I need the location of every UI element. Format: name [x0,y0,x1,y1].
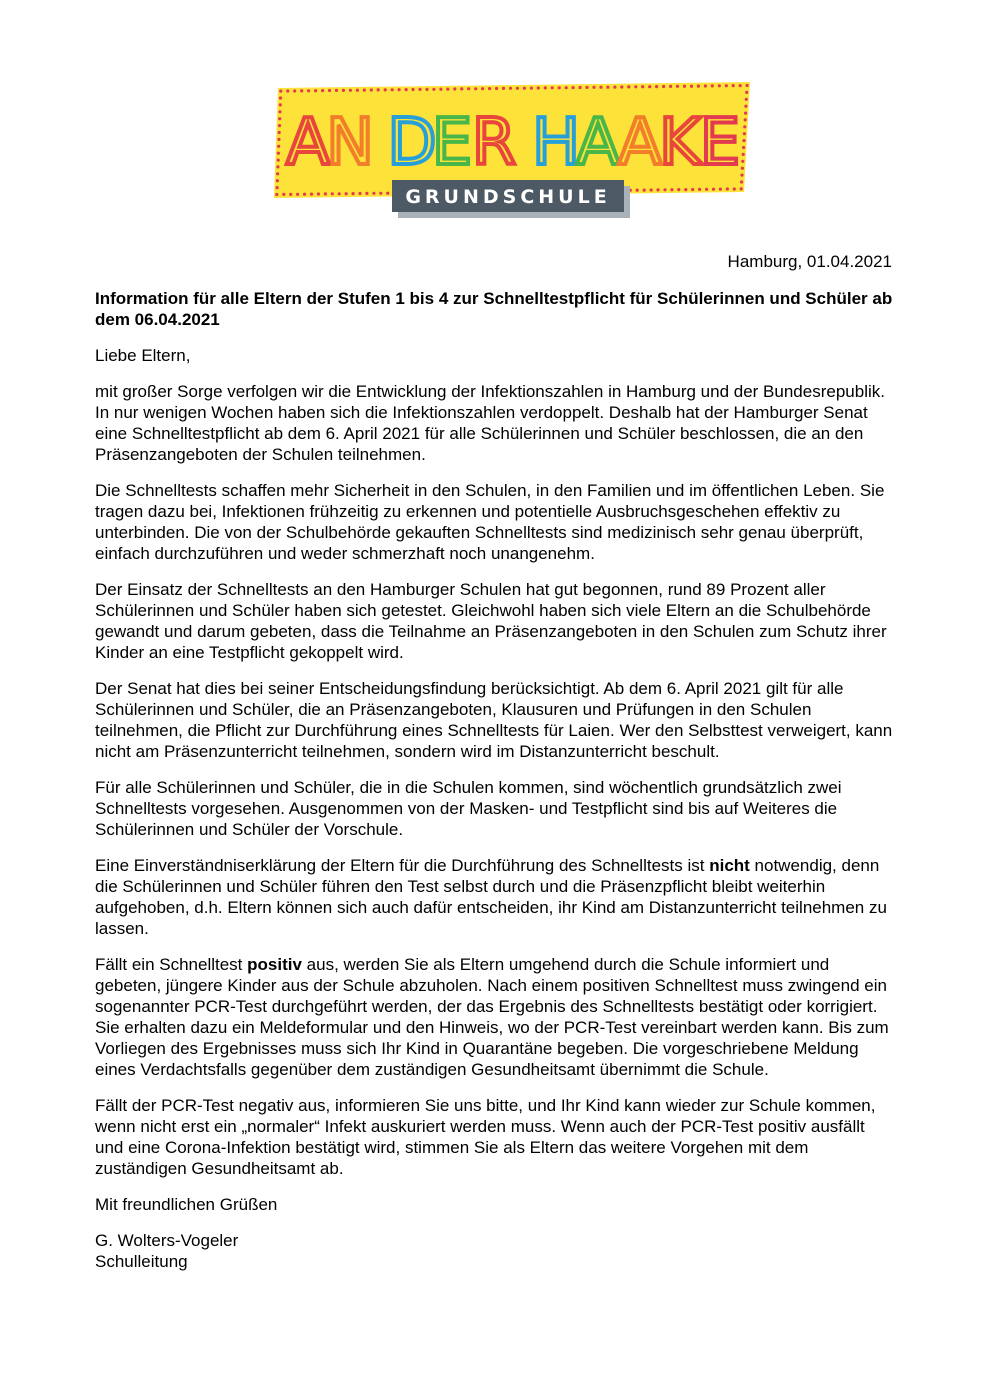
logo-dot [740,187,743,190]
logo-dot [742,146,745,149]
logo-dot [732,84,735,87]
logo-dot [523,87,526,90]
logo-dot [565,86,568,89]
logo-dot [744,105,747,108]
logo-letter: H [531,106,581,180]
logo-dot [439,88,442,91]
logo-dot [358,192,361,195]
logo-dot [502,87,505,90]
logo-dot [278,131,281,134]
signature-block [95,1230,895,1272]
logo-dot [276,179,279,182]
logo-dot [277,145,280,148]
logo-dot [636,189,639,192]
logo-dot [342,89,345,92]
logo-dot [356,89,359,92]
logo-dot [742,153,745,156]
logo-dot [391,88,394,91]
logo-dot [432,88,435,91]
logo-dot [418,88,421,91]
logo-dot [279,96,282,99]
logo-dot [726,187,729,190]
school-logo [270,80,760,220]
logo-dot [733,187,736,190]
logo-dot [676,85,679,88]
logo-dot [634,85,637,88]
logo-dot [279,103,282,106]
logo-dot [488,87,491,90]
logo-dot [718,84,721,87]
paragraph-6 [95,855,895,939]
letter-body [95,288,895,1272]
logo-dot [690,85,693,88]
logo-dot [278,117,281,120]
logo-dot [677,188,680,191]
logo-dot [551,86,554,89]
letter-subject: Information für alle Eltern der Stufen 1 bis 4 zur Schnelltestpflicht für Schülerinnen und Schüler ab dem 06.04.2021 [95,289,893,329]
logo-letter: A [576,106,620,180]
logo-dot [460,87,463,90]
logo-dot [719,188,722,191]
logo-dot [740,180,743,183]
logo-dot [691,188,694,191]
logo-dot [276,186,279,189]
logo-dot [516,87,519,90]
logo-dot [739,84,742,87]
paragraph-2: Die Schnelltests schaffen mehr Sicherheit in den Schulen, in den Familien und im öffentlichen Leben. Sie tragen dazu bei, Infektionen frühzeitig zu erkennen und potentielle Ausbruchsgeschehen effektiv zu unterbinden. Die von der Schulbehörde gekauften Schnelltests sind medizinisch sehr genau überprüft, einfach durchzuführen und weder schmerzhaft noch unangenehm. [95,481,885,563]
logo-dot [745,98,748,101]
logo-dot [744,118,747,121]
logo-dot [370,88,373,91]
logo-dot [572,86,575,89]
logo-dot [669,85,672,88]
logo-dot [655,85,658,88]
logo-dot [743,132,746,135]
logo-dot [324,192,327,195]
logo-dot [711,84,714,87]
logo-dot [743,125,746,128]
logo-letter: A [286,106,330,180]
logo-dot [698,188,701,191]
logo-dot [741,160,744,163]
paragraph-7 [95,954,895,1080]
logo-dot [662,85,665,88]
logo-dot [277,152,280,155]
logo-dot [345,192,348,195]
logo-dot [592,86,595,89]
logo-dot [641,85,644,88]
logo-dot [530,87,533,90]
logo-dot [363,89,366,92]
logo-letter: E [699,106,741,180]
paragraph-6-text-after: notwendig, denn die Schülerinnen und Schüler führen den Test selbst durch und die Präsenzpflicht bleibt weiterhin aufgehoben, d.h. Eltern können sich auch dafür entscheiden, ihr Kind am Distanzunterricht teilnehmen zu lassen. [95,856,887,938]
logo-dot [279,90,282,93]
logo-dot [293,89,296,92]
logo-dot [697,85,700,88]
logo-dot [648,85,651,88]
logo-dot [670,188,673,191]
paragraph-5: Für alle Schülerinnen und Schüler, die in die Schulen kommen, sind wöchentlich grundsätzlich zwei Schnelltests vorgesehen. Ausgenommen von der Masken- und Testpflicht sind bis auf Weiteres die Schülerinnen und Schüler der Vorschule. [95,778,842,839]
logo-dot [310,193,313,196]
logo-dot [712,188,715,191]
logo-dot [467,87,470,90]
logo-dot [740,174,743,177]
salutation: Liebe Eltern, [95,346,191,365]
logo-dot [277,138,280,141]
paragraph-3: Der Einsatz der Schnelltests an den Hamburger Schulen hat gut begonnen, rund 89 Prozent aller Schülerinnen und Schüler haben sich getestet. Gleichwohl haben sich viele Eltern an die Schulbehörde gewandt und darum gebeten, dass die Teilnahme an Präsenzangeboten in den Schulen zum Schutz ihrer Kinder an eine Testpflicht gekoppelt wird. [95,580,887,662]
logo-letter: D [387,106,437,180]
logo-dot [656,188,659,191]
paragraph-7-text-before: Fällt ein Schnelltest [95,955,248,974]
logo-dot [650,188,653,191]
logo-dot [446,88,449,91]
logo-dot [558,86,561,89]
logo-dot [745,91,748,94]
logo-dot [742,139,745,142]
logo-dot [398,88,401,91]
logo-dot [278,124,281,127]
logo-dot [300,89,303,92]
logo-dot [746,84,749,87]
logo-letter: R [471,106,517,180]
logo-dot [704,84,707,87]
signature-role: Schulleitung [95,1252,188,1271]
logo-dot [599,86,602,89]
paragraph-1: mit großer Sorge verfolgen wir die Entwicklung der Infektionszahlen in Hamburg und der Bundesrepublik. In nur wenigen Wochen haben sich die Infektionszahlen verdoppelt. Deshalb hat der Hamburger Senat eine Schnelltestpflicht ab dem 6. April 2021 für alle Schülerinnen und Schüler beschlossen, die an den Präsenzangeboten der Schulen teilnehmen. [95,382,885,464]
logo-dot [509,87,512,90]
logo-dot [425,88,428,91]
logo-dot [663,188,666,191]
logo-dot [349,89,352,92]
paragraph-6-text-before: Eine Einverständniserklärung der Eltern für die Durchführung des Schnelltests ist [95,856,710,875]
logo-dot [352,192,355,195]
logo-dot [725,84,728,87]
logo-dot [314,89,317,92]
logo-dot [335,89,338,92]
logo-dot [405,88,408,91]
logo-dot [744,112,747,115]
logo-dot [328,89,331,92]
logo-dot [453,87,456,90]
logo-letter: A [618,106,662,180]
emphasis-nicht: nicht [709,856,750,875]
logo-dot [379,192,382,195]
logo-dot [278,110,281,113]
logo-dot [275,193,278,196]
paragraph-8: Fällt der PCR-Test negativ aus, informieren Sie uns bitte, und Ihr Kind kann wieder zur Schule kommen, wenn nicht erst ein „normaler“ Infekt auskuriert werden muss. Wenn auch der PCR-Test positiv ausfällt und eine Corona-Infektion bestätigt wird, stimmen Sie als Eltern das weitere Vorgehen mit dem zuständigen Gesundheitsamt ab. [95,1096,876,1178]
logo-dot [303,193,306,196]
logo-dot [286,89,289,92]
logo-dot [307,89,310,92]
logo-dot [365,192,368,195]
logo-dot [495,87,498,90]
logo-dot [276,172,279,175]
logo-dot [317,192,320,195]
logo-dot [372,192,375,195]
logo-dot [585,86,588,89]
logo-dot [377,88,380,91]
logo-dot [481,87,484,90]
place-date: Hamburg, 01.04.2021 [727,252,892,271]
logo-letter: E [431,106,473,180]
logo-dot [643,189,646,192]
logo-dot [684,188,687,191]
logo-dot [276,165,279,168]
paragraph-4: Der Senat hat dies bei seiner Entscheidungsfindung berücksichtigt. Ab dem 6. April 2021 gilt für alle Schülerinnen und Schüler, die an Präsenzangeboten, Klausuren und Prüfungen in den Schulen teilnehmen, die Pflicht zur Durchführung eines Schnelltests für Laien. Wer den Selbsttest verweigert, kann nicht am Präsenzunterricht teilnehmen, sondern wird im Distanzunterricht beschult. [95,679,893,761]
logo-dot [606,86,609,89]
logo-dot [321,89,324,92]
logo-dot [338,192,341,195]
logo-letter: K [659,106,701,180]
logo-dot [683,85,686,88]
logo-subtitle: GRUNDSCHULE [405,186,611,208]
logo-dot [277,159,280,162]
logo-dot [627,85,630,88]
logo-dot [386,192,389,195]
logo-dot [579,86,582,89]
logo-dot [411,88,414,91]
logo-dot [544,86,547,89]
logo-dot [613,86,616,89]
logo-title [286,106,740,180]
logo-dot [537,86,540,89]
logo-dot [620,85,623,88]
logo-dot [384,88,387,91]
logo-dot [289,193,292,196]
emphasis-positiv: positiv [247,955,302,974]
signature-name: G. Wolters-Vogeler [95,1231,239,1250]
logo-letter: N [326,106,374,180]
logo-dot [331,192,334,195]
closing: Mit freundlichen Grüßen [95,1195,278,1214]
logo-dot [705,188,708,191]
logo-dot [474,87,477,90]
logo-dot [282,193,285,196]
logo-dot [741,167,744,170]
paragraph-7-text-after: aus, werden Sie als Eltern umgehend durch die Schule informiert und gebeten, jüngere Kinder aus der Schule abzuholen. Nach einem positiven Schnelltest muss zwingend ein sogenannter PCR-Test durchgeführt werden, der das Ergebnis des Schnelltests bestätigt oder korrigiert. Sie erhalten dazu ein Meldeformular und den Hinweis, wo der PCR-Test vereinbart werden kann. Bis zum Vorliegen des Ergebnisses muss sich Ihr Kind in Quarantäne begeben. Die vorgeschriebene Meldung eines Verdachtsfalls gegenüber dem zuständigen Gesundheitsamt übernimmt die Schule. [95,955,889,1079]
logo-dot [296,193,299,196]
